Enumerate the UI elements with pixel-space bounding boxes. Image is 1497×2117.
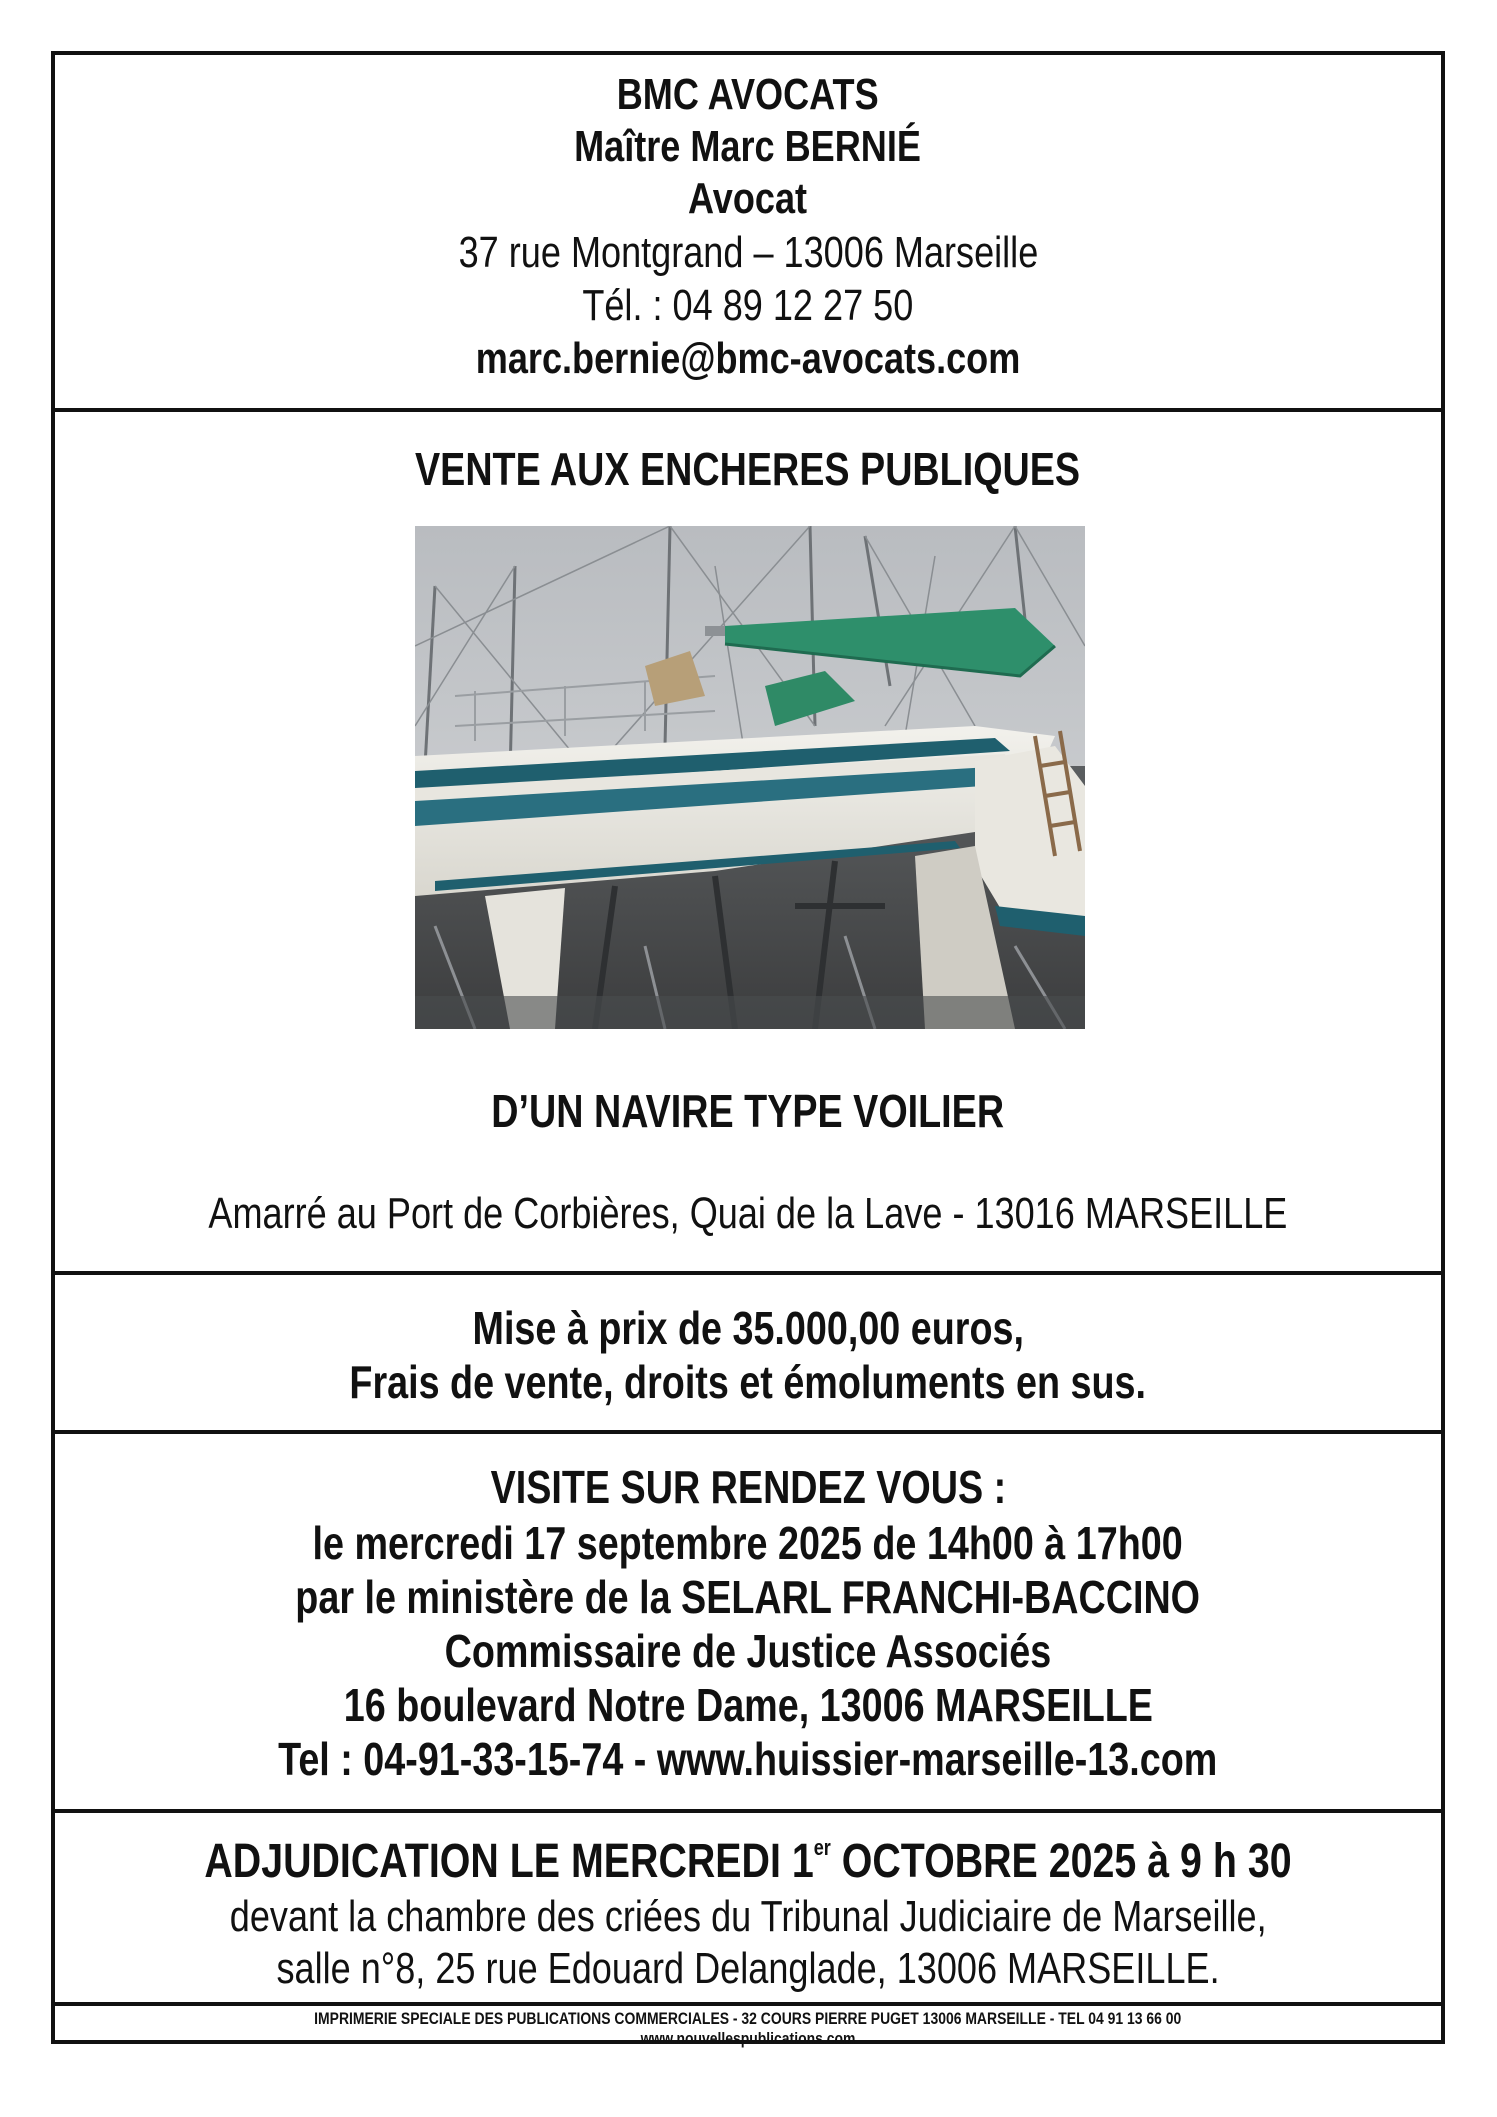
printer-website[interactable]: www.nouvellespublications.com xyxy=(640,2029,856,2048)
firm-name: BMC AVOCATS xyxy=(617,70,879,119)
lawyer-role: Avocat xyxy=(688,174,808,223)
adjudication-room: salle n°8, 25 rue Edouard Delanglade, 13006 MARSEILLE. xyxy=(276,1944,1220,1993)
notice-frame xyxy=(51,51,1445,2048)
adjudication-court: devant la chambre des criées du Tribunal Judiciaire de Marseille, xyxy=(229,1892,1267,1941)
sale-title: VENTE AUX ENCHERES PUBLIQUES xyxy=(415,443,1081,495)
lawyer-address: 37 rue Montgrand – 13006 Marseille xyxy=(458,228,1038,277)
adjudication-section xyxy=(55,1813,1441,2006)
sailboat-photo xyxy=(415,526,1085,1029)
visit-agent-title: Commissaire de Justice Associés xyxy=(444,1625,1052,1677)
visit-address: 16 boulevard Notre Dame, 13006 MARSEILLE xyxy=(343,1679,1153,1731)
starting-price: Mise à prix de 35.000,00 euros, xyxy=(472,1302,1024,1354)
visit-agent: par le ministère de la SELARL FRANCHI-BACCINO xyxy=(295,1571,1201,1623)
lawyer-email[interactable]: marc.bernie@bmc-avocats.com xyxy=(475,334,1021,383)
adjudication-date: ADJUDICATION LE MERCREDI 1er OCTOBRE 2025 à 9 h 30 xyxy=(204,1835,1292,1888)
fees-note: Frais de vente, droits et émoluments en sus. xyxy=(349,1356,1147,1408)
printer-footer xyxy=(55,2006,1441,2048)
sale-section xyxy=(55,412,1441,1275)
lawyer-name: Maître Marc BERNIÉ xyxy=(574,122,922,171)
lawyer-header xyxy=(55,55,1441,412)
sale-location: Amarré au Port de Corbières, Quai de la Lave - 13016 MARSEILLE xyxy=(208,1189,1288,1238)
visit-heading: VISITE SUR RENDEZ VOUS : xyxy=(490,1461,1006,1513)
visit-section xyxy=(55,1434,1441,1813)
visit-date: le mercredi 17 septembre 2025 de 14h00 à 17h00 xyxy=(312,1517,1184,1569)
visit-contact[interactable]: Tel : 04-91-33-15-74 - www.huissier-marseille-13.com xyxy=(278,1733,1218,1785)
price-section xyxy=(55,1275,1441,1434)
sale-subtitle: D’UN NAVIRE TYPE VOILIER xyxy=(491,1085,1005,1137)
printer-info: IMPRIMERIE SPECIALE DES PUBLICATIONS COMMERCIALES - 32 COURS PIERRE PUGET 13006 MARSEILLE - TEL 04 91 13 66 00 xyxy=(314,2009,1182,2028)
lawyer-phone: Tél. : 04 89 12 27 50 xyxy=(582,281,914,330)
